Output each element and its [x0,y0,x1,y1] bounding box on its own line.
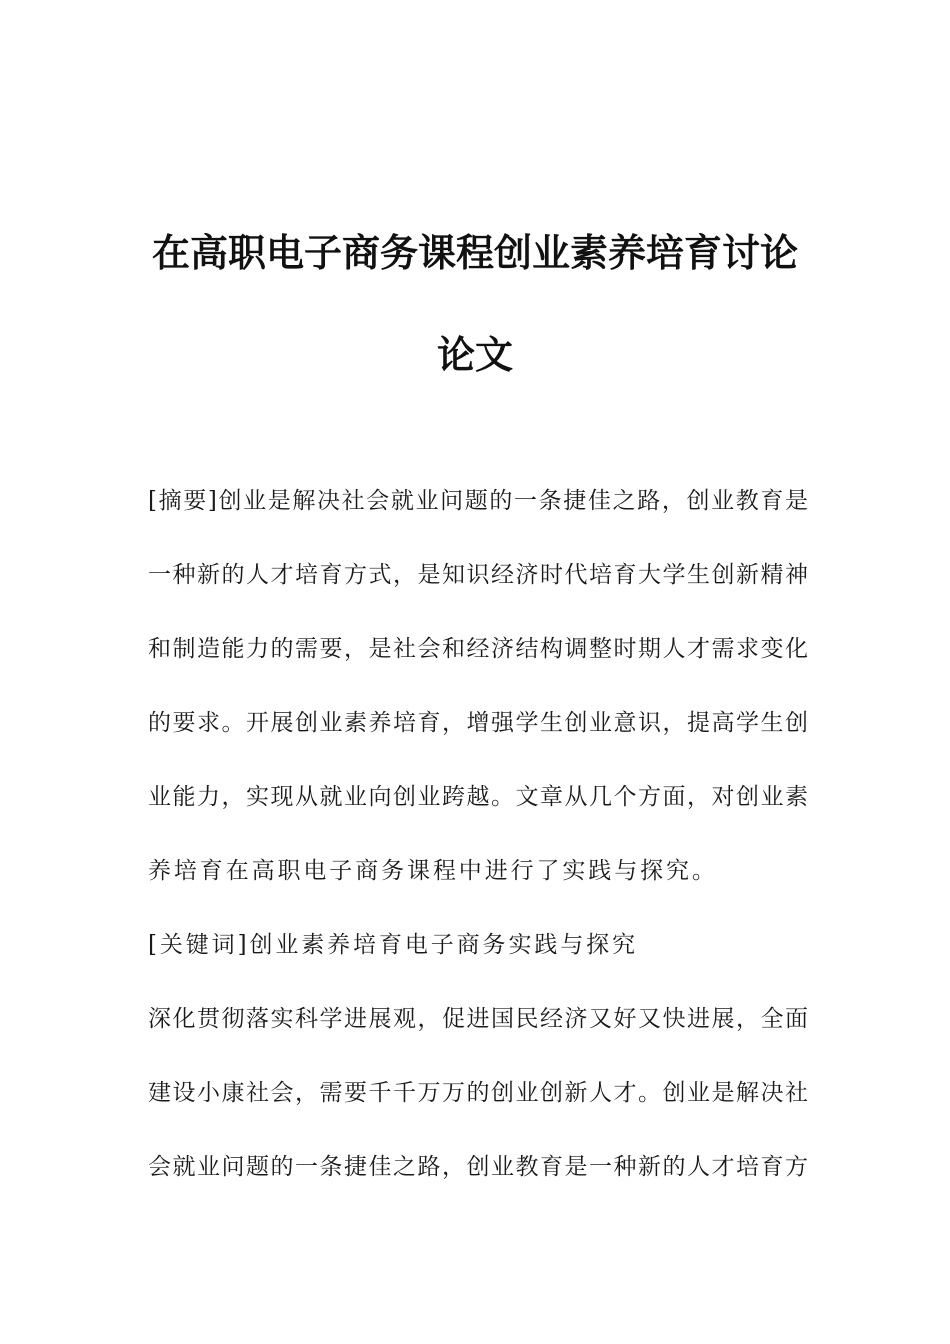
abstract-line: 和制造能力的需要，是社会和经济结构调整时期人才需求变化 [148,636,808,662]
document-body [148,471,808,1211]
abstract-line-last: 养培育在高职电子商务课程中进行了实践与探究。 [148,858,718,884]
document-title-line-2: 论文 [436,333,513,377]
abstract-line: 的要求。开展创业素养培育，增强学生创业意识，提高学生创 [148,710,808,736]
abstract-line: [摘要]创业是解决社会就业问题的一条捷佳之路，创业教育是 [148,488,808,514]
body-line: 建设小康社会，需要千千万万的创业创新人才。创业是解决社 [148,1080,808,1106]
body-line: 深化贯彻落实科学进展观，促进国民经济又好又快进展，全面 [148,1006,808,1032]
keywords-line: [关键词]创业素养培育电子商务实践与探究 [148,932,638,958]
abstract-line: 一种新的人才培育方式，是知识经济时代培育大学生创新精神 [148,562,808,588]
abstract-line: 业能力，实现从就业向创业跨越。文章从几个方面，对创业素 [148,784,808,810]
document-title-line-1: 在高职电子商务课程创业素养培育讨论 [151,231,798,275]
body-line: 会就业问题的一条捷佳之路，创业教育是一种新的人才培育方 [148,1154,808,1180]
